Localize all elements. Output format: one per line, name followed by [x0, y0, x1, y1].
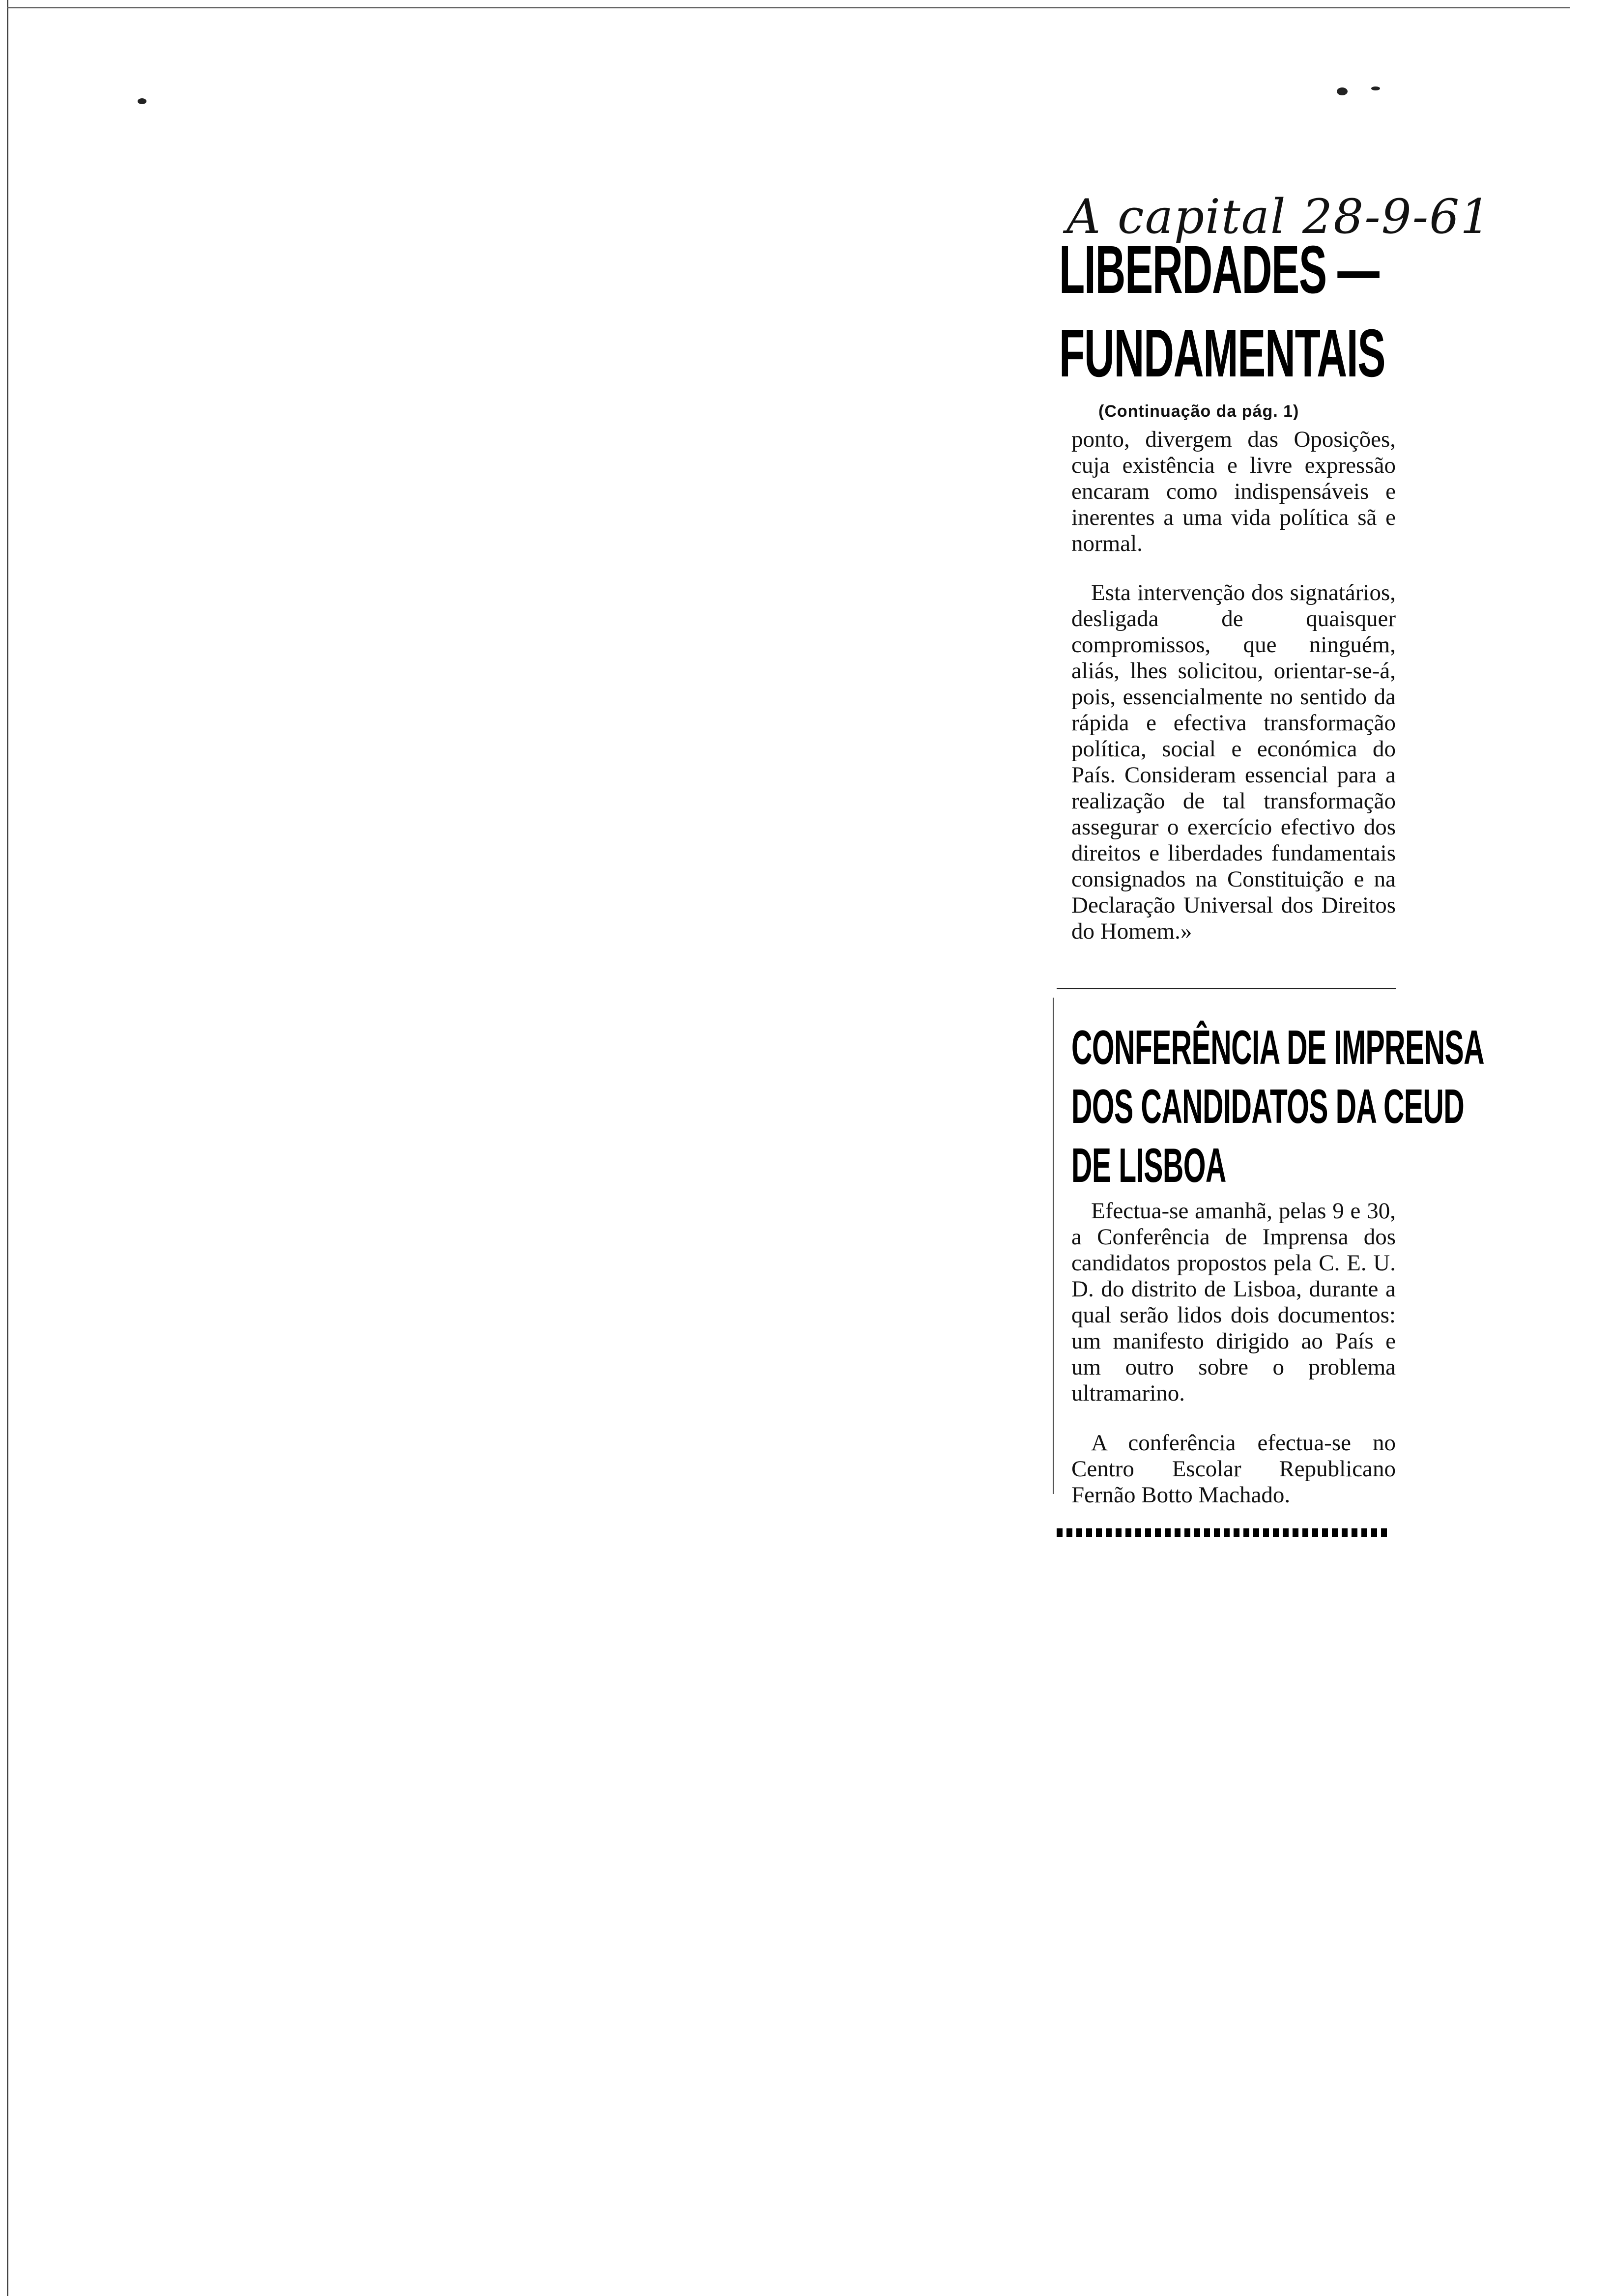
article-paragraph: Efectua-se amanhã, pelas 9 e 30, a Conferência de Imprensa dos candidatos propostos pela C. E. U. D. do distrito de Lisboa, durante a qual serão lidos dois documentos: um manifesto dirigido ao País e um outro sobre o problema ultramarino. [1071, 1198, 1396, 1406]
section-divider [1057, 988, 1396, 989]
subheadline-line-1: CONFERÊNCIA DE IMPRENSA [1071, 1020, 1484, 1074]
scan-speck [138, 98, 146, 104]
article-paragraph: ponto, divergem das Oposições, cuja existência e livre expressão encaram como indispensáveis e inerentes a uma vida política sã e normal. [1071, 427, 1396, 556]
scan-speck [1337, 87, 1348, 95]
article-paragraph: Esta intervenção dos signatários, desligada de quaisquer compromissos, que ninguém, aliás, lhes solicitou, orientar-se-á, pois, essencialmente no sentido da rápida e efectiva transformação política, social e económica do País. Consideram essencial para a realização de tal transformação assegurar o exercício efectivo dos direitos e liberdades fundamentais consignados na Constituição e na Declaração Universal dos Direitos do Homem.» [1071, 580, 1396, 944]
column-rule-left [1053, 998, 1054, 1494]
subheadline-line-3: DE LISBOA [1071, 1138, 1226, 1192]
headline-line-2: FUNDAMENTAIS [1059, 316, 1385, 391]
scan-speck [1371, 86, 1380, 90]
headline-line-1: LIBERDADES — [1059, 232, 1379, 308]
end-of-article-rule [1057, 1528, 1391, 1537]
scan-edge-top [7, 7, 1570, 8]
subheadline-line-2: DOS CANDIDATOS DA CEUD [1071, 1079, 1465, 1133]
scan-edge-left [7, 0, 8, 2296]
continuation-note: (Continuação da pág. 1) [1098, 402, 1299, 421]
handwritten-source-note: A capital 28-9-61 [1066, 189, 1492, 244]
article-paragraph: A conferência efectua-se no Centro Escolar Republicano Fernão Botto Machado. [1071, 1430, 1396, 1508]
